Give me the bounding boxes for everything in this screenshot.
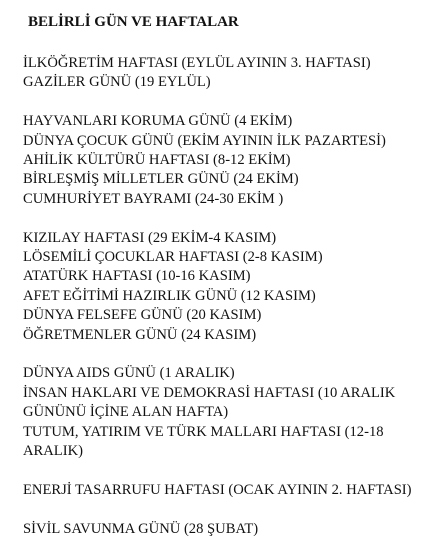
entry-line: TUTUM, YATIRIM VE TÜRK MALLARI HAFTASI (12-18 — [23, 423, 384, 440]
entry-line: KIZILAY HAFTASI (29 EKİM-4 KASIM) — [23, 229, 277, 246]
entry-line: AHİLİK KÜLTÜRÜ HAFTASI (8-12 EKİM) — [23, 152, 291, 169]
entry-line: İNSAN HAKLARI VE DEMOKRASİ HAFTASI (10 ARALIK — [23, 384, 396, 401]
entry-line: DÜNYA FELSEFE GÜNÜ (20 KASIM) — [23, 307, 262, 324]
entry-line: SİVİL SAVUNMA GÜNÜ (28 ŞUBAT) — [23, 520, 259, 537]
entry-line: HAYVANLARI KORUMA GÜNÜ (4 EKİM) — [23, 113, 293, 130]
entry-group — [23, 54, 433, 93]
document-title: BELİRLİ GÜN VE HAFTALAR — [28, 14, 239, 30]
entry-line: GÜNÜNÜ İÇİNE ALAN HAFTA) — [23, 404, 229, 421]
entry-line: AFET EĞİTİMİ HAZIRLIK GÜNÜ (12 KASIM) — [23, 287, 316, 304]
entry-line: İLKÖĞRETİM HAFTASI (EYLÜL AYININ 3. HAFTASI) — [23, 55, 371, 71]
entry-line: LÖSEMİLİ ÇOCUKLAR HAFTASI (2-8 KASIM) — [23, 249, 323, 266]
entry-line: GAZİLER GÜNÜ (19 EYLÜL) — [23, 74, 211, 91]
entry-line: BİRLEŞMİŞ MİLLETLER GÜNÜ (24 EKİM) — [23, 171, 299, 188]
entry-group — [23, 229, 433, 345]
entry-line: ÖĞRETMENLER GÜNÜ (24 KASIM) — [23, 326, 257, 343]
entry-group — [23, 481, 433, 500]
entry-group — [23, 112, 433, 209]
entry-line: CUMHURİYET BAYRAMI (24-30 EKİM ) — [23, 190, 284, 207]
entry-line: ARALIK) — [23, 443, 83, 460]
entry-line: DÜNYA ÇOCUK GÜNÜ (EKİM AYININ İLK PAZARTESİ) — [23, 132, 386, 149]
document-body — [23, 54, 433, 558]
entry-line: ENERJİ TASARRUFU HAFTASI (OCAK AYININ 2. HAFTASI) — [23, 481, 412, 498]
entry-group — [23, 520, 433, 539]
entry-line: ATATÜRK HAFTASI (10-16 KASIM) — [23, 268, 251, 285]
entry-line: DÜNYA AIDS GÜNÜ (1 ARALIK) — [23, 365, 235, 382]
entry-group — [23, 364, 433, 461]
